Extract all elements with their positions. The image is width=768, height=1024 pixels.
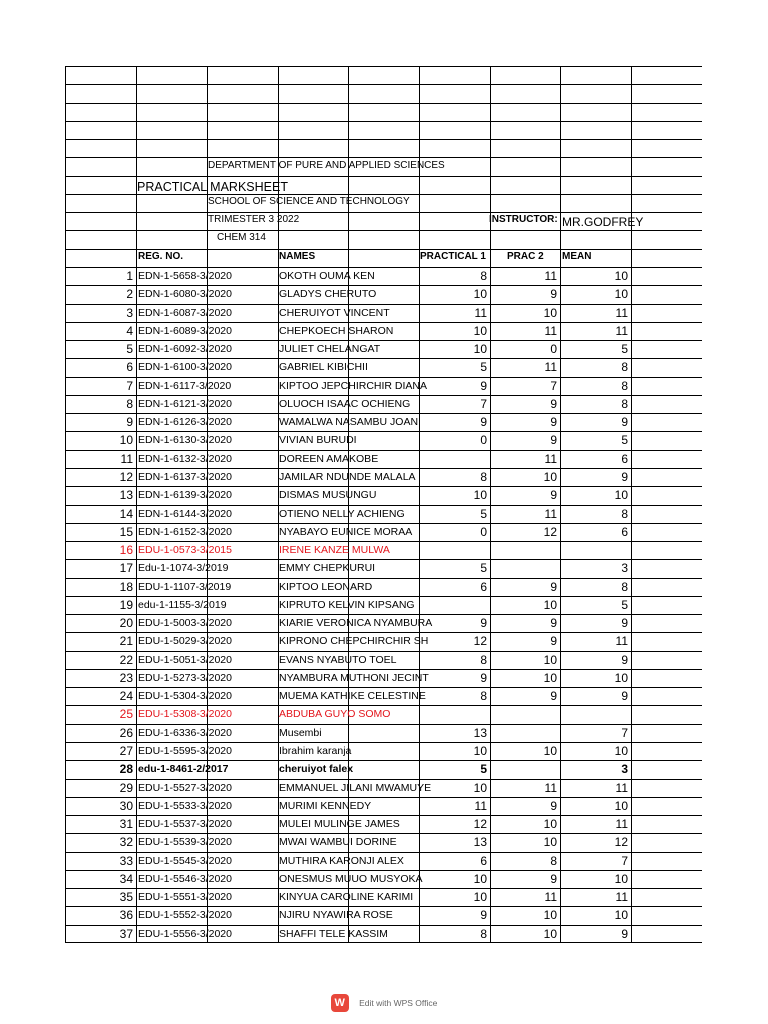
student-name-cell: NYAMBURA MUTHONI JECINT bbox=[279, 671, 429, 684]
practical-1-cell: 13 bbox=[473, 725, 487, 740]
mean-cell: 11 bbox=[615, 634, 628, 649]
table-row bbox=[65, 797, 702, 815]
reg-no-cell: EDN-1-6126-3/2020 bbox=[138, 416, 232, 429]
prac-2-cell: 11 bbox=[544, 890, 557, 905]
mean-cell: 8 bbox=[621, 506, 628, 521]
row-number: 25 bbox=[119, 707, 133, 722]
reg-no-cell: EDN-1-6132-3/2020 bbox=[138, 452, 232, 465]
column-header-prac-2: PRAC 2 bbox=[507, 251, 544, 262]
student-name-cell: KIPTOO JEPCHIRCHIR DIANA bbox=[279, 379, 427, 392]
trimester-label: TRIMESTER 3 2022 bbox=[208, 214, 300, 225]
reg-no-cell: EDU-1-5551-3/2020 bbox=[138, 891, 232, 904]
page-title: PRACTICAL MARKSHEET bbox=[137, 180, 288, 194]
student-name-cell: EMMY CHEPKURUI bbox=[279, 562, 376, 575]
practical-1-cell: 0 bbox=[480, 524, 487, 539]
prac-2-cell bbox=[490, 724, 557, 742]
row-number: 20 bbox=[119, 616, 133, 631]
prac-2-cell: 11 bbox=[544, 506, 557, 521]
prac-2-cell: 11 bbox=[544, 268, 557, 283]
student-name-cell: MURIMI KENNEDY bbox=[279, 799, 372, 812]
prac-2-cell: 9 bbox=[550, 287, 557, 302]
table-row bbox=[65, 742, 702, 760]
student-name-cell: MULEI MULINGE JAMES bbox=[279, 818, 400, 831]
prac-2-cell: 9 bbox=[550, 579, 557, 594]
table-row bbox=[65, 614, 702, 632]
prac-2-cell: 10 bbox=[543, 670, 557, 685]
reg-no-cell: EDU-1-5533-3/2020 bbox=[138, 799, 232, 812]
row-number: 31 bbox=[119, 817, 133, 832]
mean-cell: 11 bbox=[615, 323, 628, 338]
row-number: 11 bbox=[120, 451, 133, 466]
mean-cell: 9 bbox=[621, 652, 628, 667]
mean-cell: 7 bbox=[621, 725, 628, 740]
row-number: 32 bbox=[119, 835, 133, 850]
student-name-cell: JAMILAR NDUNDE MALALA bbox=[279, 470, 416, 483]
row-number: 9 bbox=[126, 415, 133, 430]
row-number: 10 bbox=[119, 433, 133, 448]
row-number: 27 bbox=[119, 744, 133, 759]
practical-1-cell: 8 bbox=[480, 652, 487, 667]
prac-2-cell: 11 bbox=[544, 323, 557, 338]
table-row bbox=[65, 285, 702, 303]
row-number: 12 bbox=[119, 469, 133, 484]
mean-cell: 8 bbox=[621, 360, 628, 375]
prac-2-cell bbox=[490, 559, 557, 577]
prac-2-cell: 9 bbox=[550, 616, 557, 631]
table-row bbox=[65, 523, 702, 541]
row-number: 36 bbox=[119, 908, 133, 923]
table-row bbox=[65, 559, 702, 577]
table-row bbox=[65, 431, 702, 449]
reg-no-cell: EDU-1-6336-3/2020 bbox=[138, 726, 232, 739]
column-header-names: NAMES bbox=[279, 251, 316, 262]
mean-cell: 10 bbox=[614, 268, 628, 283]
student-name-cell: ABDUBA GUYO SOMO bbox=[279, 708, 391, 721]
table-row bbox=[65, 724, 702, 742]
practical-1-cell: 10 bbox=[473, 342, 487, 357]
practical-1-cell bbox=[419, 541, 487, 559]
row-number: 34 bbox=[119, 871, 133, 886]
practical-1-cell: 10 bbox=[473, 323, 487, 338]
practical-1-cell: 9 bbox=[480, 378, 487, 393]
reg-no-cell: EDU-1-5003-3/2020 bbox=[138, 617, 232, 630]
instructor-name: MR.GODFREY bbox=[562, 215, 644, 229]
table-row bbox=[65, 340, 702, 358]
mean-cell: 6 bbox=[621, 451, 628, 466]
prac-2-cell: 10 bbox=[543, 744, 557, 759]
prac-2-cell: 10 bbox=[543, 597, 557, 612]
table-row bbox=[65, 322, 702, 340]
row-number: 5 bbox=[126, 342, 133, 357]
table-row bbox=[65, 669, 702, 687]
practical-1-cell: 9 bbox=[480, 670, 487, 685]
practical-1-cell: 10 bbox=[473, 890, 487, 905]
mean-cell: 8 bbox=[621, 579, 628, 594]
table-row bbox=[65, 705, 702, 723]
practical-1-cell: 10 bbox=[473, 488, 487, 503]
row-number: 2 bbox=[126, 287, 133, 302]
mean-cell: 8 bbox=[621, 378, 628, 393]
prac-2-cell: 10 bbox=[543, 652, 557, 667]
table-row bbox=[65, 852, 702, 870]
mean-cell: 10 bbox=[614, 670, 628, 685]
wps-logo-icon: W bbox=[331, 994, 349, 1012]
prac-2-cell: 9 bbox=[550, 689, 557, 704]
reg-no-cell: Edu-1-1074-3/2019 bbox=[138, 562, 229, 575]
row-number: 16 bbox=[119, 543, 133, 558]
reg-no-cell: EDN-1-6080-3/2020 bbox=[138, 288, 232, 301]
practical-1-cell: 9 bbox=[480, 908, 487, 923]
mean-cell: 9 bbox=[621, 469, 628, 484]
practical-1-cell: 0 bbox=[480, 433, 487, 448]
table-row bbox=[65, 395, 702, 413]
mean-cell: 5 bbox=[621, 433, 628, 448]
practical-1-cell: 9 bbox=[480, 616, 487, 631]
prac-2-cell: 11 bbox=[544, 451, 557, 466]
table-row bbox=[65, 413, 702, 431]
reg-no-cell: EDN-1-6092-3/2020 bbox=[138, 343, 232, 356]
student-name-cell: MWAI WAMBUI DORINE bbox=[279, 836, 397, 849]
mean-cell: 10 bbox=[614, 287, 628, 302]
row-number: 29 bbox=[119, 780, 133, 795]
mean-cell: 8 bbox=[621, 396, 628, 411]
student-name-cell: Musembi bbox=[279, 726, 322, 739]
row-number: 7 bbox=[126, 378, 133, 393]
practical-1-cell: 10 bbox=[473, 871, 487, 886]
student-name-cell: EMMANUEL JILANI MWAMUYE bbox=[279, 781, 432, 794]
table-row bbox=[65, 888, 702, 906]
practical-1-cell: 11 bbox=[474, 798, 487, 813]
practical-1-cell: 6 bbox=[480, 853, 487, 868]
prac-2-cell: 0 bbox=[550, 342, 557, 357]
wps-edit-link[interactable]: Edit with WPS Office bbox=[359, 998, 438, 1008]
marksheet-table bbox=[65, 66, 702, 943]
row-number: 14 bbox=[119, 506, 133, 521]
table-row bbox=[65, 377, 702, 395]
prac-2-cell: 9 bbox=[550, 433, 557, 448]
row-number: 30 bbox=[119, 798, 133, 813]
practical-1-cell: 5 bbox=[480, 762, 487, 777]
mean-cell bbox=[560, 705, 628, 723]
prac-2-cell: 10 bbox=[543, 908, 557, 923]
prac-2-cell: 12 bbox=[543, 524, 557, 539]
prac-2-cell: 10 bbox=[543, 305, 557, 320]
row-number: 18 bbox=[119, 579, 133, 594]
reg-no-cell: EDU-1-5546-3/2020 bbox=[138, 872, 232, 885]
school-heading: SCHOOL OF SCIENCE AND TECHNOLOGY bbox=[208, 196, 410, 207]
reg-no-cell: edu-1-8461-2/2017 bbox=[138, 763, 229, 776]
student-name-cell: KIPRUTO KELVIN KIPSANG bbox=[279, 598, 415, 611]
mean-cell: 9 bbox=[621, 415, 628, 430]
reg-no-cell: EDN-1-6144-3/2020 bbox=[138, 507, 232, 520]
student-name-cell: KIPRONO CHEPCHIRCHIR SH bbox=[279, 635, 429, 648]
table-row bbox=[65, 760, 702, 778]
course-code: CHEM 314 bbox=[217, 232, 266, 243]
table-row bbox=[65, 450, 702, 468]
table-row bbox=[65, 304, 702, 322]
mean-cell: 11 bbox=[615, 780, 628, 795]
department-heading: DEPARTMENT OF PURE AND APPLIED SCIENCES bbox=[208, 160, 445, 171]
student-name-cell: IRENE KANZE MULWA bbox=[279, 544, 390, 557]
mean-cell: 11 bbox=[615, 305, 628, 320]
row-number: 8 bbox=[126, 396, 133, 411]
reg-no-cell: EDU-1-1107-3/2019 bbox=[138, 580, 232, 593]
reg-no-cell: EDU-1-5595-3/2020 bbox=[138, 745, 232, 758]
mean-cell: 7 bbox=[621, 853, 628, 868]
column-header-practical-1: PRACTICAL 1 bbox=[420, 251, 486, 262]
student-name-cell: NJIRU NYAWIRA ROSE bbox=[279, 909, 393, 922]
row-number: 24 bbox=[119, 689, 133, 704]
reg-no-cell: EDN-1-6152-3/2020 bbox=[138, 525, 232, 538]
table-row bbox=[65, 651, 702, 669]
student-name-cell: CHEPKOECH SHARON bbox=[279, 324, 394, 337]
row-number: 4 bbox=[126, 323, 133, 338]
mean-cell: 11 bbox=[615, 890, 628, 905]
table-row bbox=[65, 870, 702, 888]
practical-1-cell: 5 bbox=[480, 506, 487, 521]
table-row bbox=[65, 486, 702, 504]
row-number: 17 bbox=[119, 561, 133, 576]
student-name-cell: WAMALWA NASAMBU JOAN bbox=[279, 416, 419, 429]
row-number: 3 bbox=[126, 305, 133, 320]
reg-no-cell: EDU-1-5527-3/2020 bbox=[138, 781, 232, 794]
prac-2-cell: 11 bbox=[544, 780, 557, 795]
reg-no-cell: EDU-1-0573-3/2015 bbox=[138, 544, 232, 557]
table-row bbox=[65, 468, 702, 486]
reg-no-cell: EDN-1-5658-3/2020 bbox=[138, 269, 232, 282]
mean-cell: 10 bbox=[614, 871, 628, 886]
practical-1-cell: 13 bbox=[473, 835, 487, 850]
prac-2-cell: 10 bbox=[543, 817, 557, 832]
row-number: 35 bbox=[119, 890, 133, 905]
mean-cell: 3 bbox=[621, 561, 628, 576]
mean-cell: 9 bbox=[621, 616, 628, 631]
row-number: 22 bbox=[119, 652, 133, 667]
reg-no-cell: EDU-1-5556-3/2020 bbox=[138, 927, 232, 940]
reg-no-cell: EDU-1-5029-3/2020 bbox=[138, 635, 232, 648]
practical-1-cell: 12 bbox=[473, 634, 487, 649]
mean-cell: 9 bbox=[621, 689, 628, 704]
row-number: 33 bbox=[119, 853, 133, 868]
prac-2-cell: 9 bbox=[550, 488, 557, 503]
student-name-cell: OTIENO NELLY ACHIENG bbox=[279, 507, 405, 520]
reg-no-cell: EDN-1-6130-3/2020 bbox=[138, 434, 232, 447]
table-row bbox=[65, 578, 702, 596]
reg-no-cell: edu-1-1155-3/2019 bbox=[138, 598, 227, 611]
row-number: 6 bbox=[126, 360, 133, 375]
row-number: 13 bbox=[119, 488, 133, 503]
table-row bbox=[65, 906, 702, 924]
prac-2-cell: 11 bbox=[544, 360, 557, 375]
practical-1-cell: 9 bbox=[480, 415, 487, 430]
practical-1-cell: 8 bbox=[480, 689, 487, 704]
prac-2-cell: 9 bbox=[550, 798, 557, 813]
mean-cell: 10 bbox=[614, 908, 628, 923]
student-name-cell: KINYUA CAROLINE KARIMI bbox=[279, 891, 414, 904]
table-row bbox=[65, 267, 702, 285]
student-name-cell: VIVIAN BURUDI bbox=[279, 434, 357, 447]
student-name-cell: GLADYS CHERUTO bbox=[279, 288, 377, 301]
mean-cell: 6 bbox=[621, 524, 628, 539]
student-name-cell: DISMAS MUSUNGU bbox=[279, 489, 377, 502]
reg-no-cell: EDN-1-6100-3/2020 bbox=[138, 361, 232, 374]
reg-no-cell: EDU-1-5537-3/2020 bbox=[138, 818, 232, 831]
table-row bbox=[65, 925, 702, 943]
wps-footer[interactable] bbox=[0, 994, 768, 1014]
table-row bbox=[65, 687, 702, 705]
prac-2-cell bbox=[490, 541, 557, 559]
student-name-cell: JULIET CHELANGAT bbox=[279, 343, 381, 356]
student-name-cell: NYABAYO EUNICE MORAA bbox=[279, 525, 413, 538]
prac-2-cell bbox=[490, 760, 557, 778]
reg-no-cell: EDN-1-6137-3/2020 bbox=[138, 470, 232, 483]
mean-cell: 10 bbox=[614, 488, 628, 503]
table-row bbox=[65, 358, 702, 376]
prac-2-cell: 9 bbox=[550, 634, 557, 649]
student-name-cell: EVANS NYABUTO TOEL bbox=[279, 653, 397, 666]
prac-2-cell bbox=[490, 705, 557, 723]
student-name-cell: DOREEN AMAKOBE bbox=[279, 452, 379, 465]
mean-cell: 3 bbox=[621, 762, 628, 777]
student-name-cell: OLUOCH ISAAC OCHIENG bbox=[279, 397, 411, 410]
student-name-cell: CHERUIYOT VINCENT bbox=[279, 306, 390, 319]
practical-1-cell bbox=[419, 596, 487, 614]
practical-1-cell: 8 bbox=[480, 268, 487, 283]
student-name-cell: SHAFFI TELE KASSIM bbox=[279, 927, 388, 940]
prac-2-cell: 9 bbox=[550, 396, 557, 411]
mean-cell: 12 bbox=[614, 835, 628, 850]
practical-1-cell: 6 bbox=[480, 579, 487, 594]
reg-no-cell: EDN-1-6121-3/2020 bbox=[138, 397, 232, 410]
row-number: 28 bbox=[119, 762, 133, 777]
prac-2-cell: 10 bbox=[543, 926, 557, 941]
practical-1-cell: 11 bbox=[474, 305, 487, 320]
row-number: 15 bbox=[119, 524, 133, 539]
mean-cell bbox=[560, 541, 628, 559]
prac-2-cell: 9 bbox=[550, 871, 557, 886]
column-header-reg: REG. NO. bbox=[138, 251, 184, 262]
student-name-cell: KIARIE VERONICA NYAMBURA bbox=[279, 617, 433, 630]
reg-no-cell: EDN-1-6117-3/2020 bbox=[138, 379, 232, 392]
mean-cell: 10 bbox=[614, 798, 628, 813]
student-name-cell: ONESMUS MUUO MUSYOKA bbox=[279, 872, 423, 885]
student-name-cell: MUEMA KATHIKE CELESTINE bbox=[279, 690, 426, 703]
prac-2-cell: 7 bbox=[550, 378, 557, 393]
practical-1-cell: 5 bbox=[480, 360, 487, 375]
table-row bbox=[65, 505, 702, 523]
reg-no-cell: EDU-1-5304-3/2020 bbox=[138, 690, 232, 703]
reg-no-cell: EDU-1-5539-3/2020 bbox=[138, 836, 232, 849]
reg-no-cell: EDN-1-6139-3/2020 bbox=[138, 489, 232, 502]
column-header-mean: MEAN bbox=[562, 251, 592, 262]
prac-2-cell: 8 bbox=[550, 853, 557, 868]
mean-cell: 9 bbox=[621, 926, 628, 941]
reg-no-cell: EDN-1-6087-3/2020 bbox=[138, 306, 232, 319]
student-name-cell: Ibrahim karanja bbox=[279, 745, 352, 758]
student-name-cell: OKOTH OUMA KEN bbox=[279, 269, 375, 282]
mean-cell: 5 bbox=[621, 342, 628, 357]
reg-no-cell: EDU-1-5552-3/2020 bbox=[138, 909, 232, 922]
student-name-cell: MUTHIRA KARONJI ALEX bbox=[279, 854, 404, 867]
row-number: 1 bbox=[126, 268, 133, 283]
prac-2-cell: 10 bbox=[543, 469, 557, 484]
practical-1-cell: 8 bbox=[480, 469, 487, 484]
table-row bbox=[65, 779, 702, 797]
table-row bbox=[65, 833, 702, 851]
prac-2-cell: 10 bbox=[543, 835, 557, 850]
mean-cell: 11 bbox=[615, 817, 628, 832]
reg-no-cell: EDN-1-6089-3/2020 bbox=[138, 324, 232, 337]
row-number: 26 bbox=[119, 725, 133, 740]
practical-1-cell: 12 bbox=[473, 817, 487, 832]
practical-1-cell: 5 bbox=[480, 561, 487, 576]
instructor-label: INSTRUCTOR: bbox=[489, 214, 558, 225]
row-number: 37 bbox=[119, 926, 133, 941]
row-number: 19 bbox=[119, 597, 133, 612]
table-row bbox=[65, 815, 702, 833]
prac-2-cell: 9 bbox=[550, 415, 557, 430]
reg-no-cell: EDU-1-5545-3/2020 bbox=[138, 854, 232, 867]
table-row bbox=[65, 541, 702, 559]
mean-cell: 10 bbox=[614, 744, 628, 759]
practical-1-cell bbox=[419, 450, 487, 468]
student-name-cell: GABRIEL KIBICHII bbox=[279, 361, 368, 374]
practical-1-cell: 10 bbox=[473, 744, 487, 759]
practical-1-cell: 7 bbox=[480, 396, 487, 411]
table-row bbox=[65, 632, 702, 650]
student-name-cell: KIPTOO LEONARD bbox=[279, 580, 373, 593]
reg-no-cell: EDU-1-5308-3/2020 bbox=[138, 708, 232, 721]
reg-no-cell: EDU-1-5051-3/2020 bbox=[138, 653, 232, 666]
row-number: 21 bbox=[119, 634, 133, 649]
table-row bbox=[65, 596, 702, 614]
practical-1-cell: 10 bbox=[473, 780, 487, 795]
student-name-cell: cheruiyot falex bbox=[279, 763, 354, 776]
row-number: 23 bbox=[119, 670, 133, 685]
mean-cell: 5 bbox=[621, 597, 628, 612]
practical-1-cell: 8 bbox=[480, 926, 487, 941]
practical-1-cell bbox=[419, 705, 487, 723]
practical-1-cell: 10 bbox=[473, 287, 487, 302]
reg-no-cell: EDU-1-5273-3/2020 bbox=[138, 671, 232, 684]
